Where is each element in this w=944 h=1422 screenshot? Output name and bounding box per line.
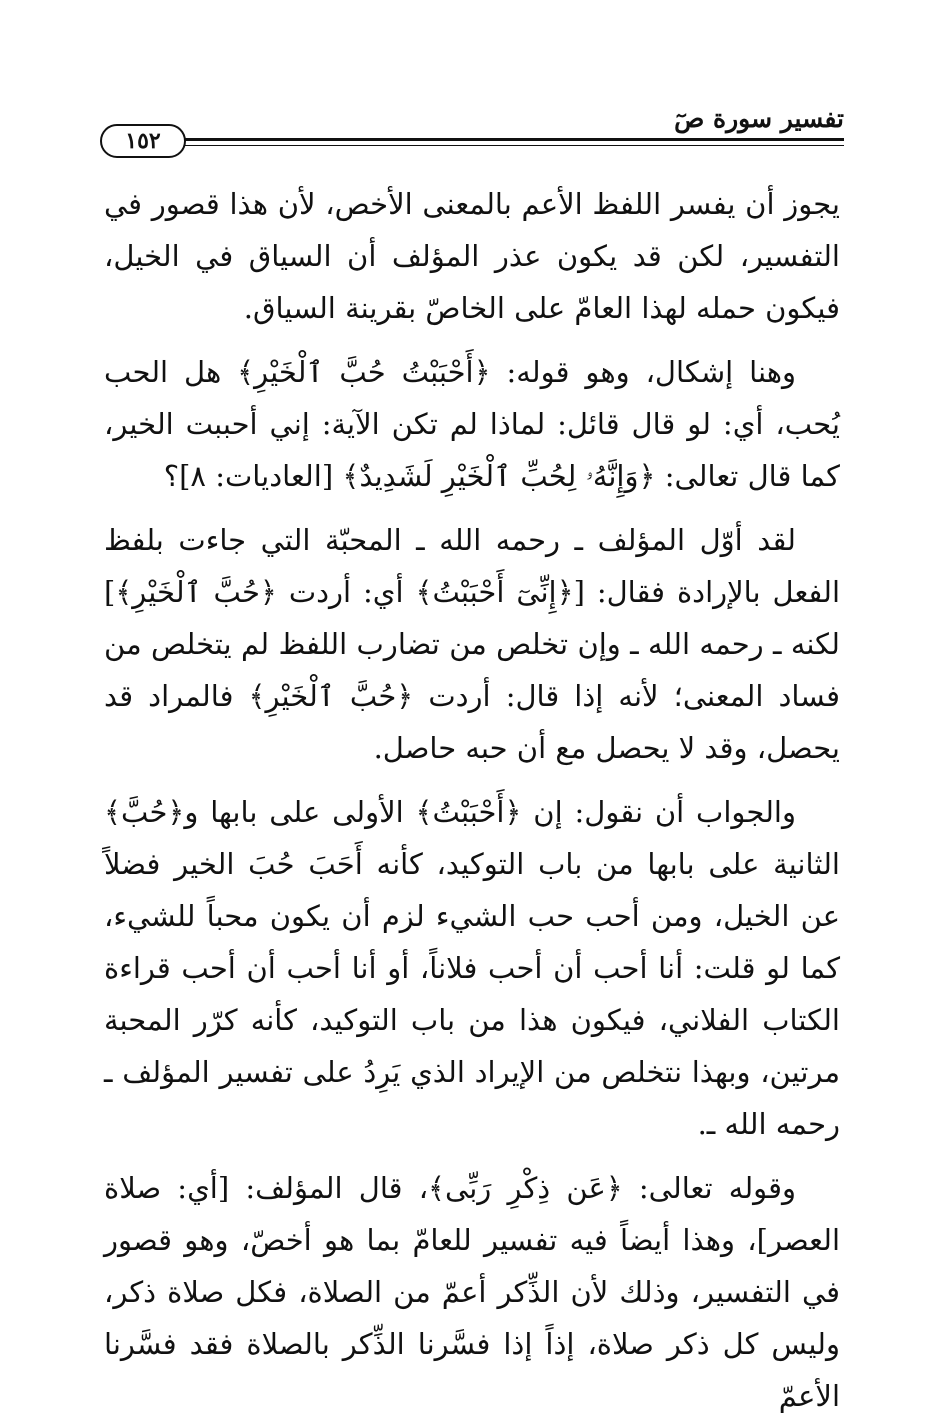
paragraph: وقوله تعالى: ﴿عَن ذِكْرِ رَبِّى﴾، قال المؤلف: [أي: صلاة العصر]، وهذا أيضاً فيه تفسير للعامّ بما هو أخصّ، وهو قصور في التفسير، وذلك لأن الذِّكر أعمّ من الصلاة، فكل صلاة ذكر، وليس كل ذكر صلاة، إذاً إذا فسَّرنا الذِّكر بالصلاة فقد فسَّرنا الأعمّ (104, 1171, 840, 1413)
paragraph: لقد أوّل المؤلف ـ رحمه الله ـ المحبّة التي جاءت بلفظ الفعل بالإرادة فقال: [﴿إِنِّىٓ أَحْبَبْتُ﴾ أي: أردت ﴿حُبَّ ٱلْخَيْرِ﴾] لكنه ـ رحمه الله ـ وإن تخلص من تضارب اللفظ لم يتخلص من فساد المعنى؛ لأنه إذا قال: أردت ﴿حُبَّ ٱلْخَيْرِ﴾ فالمراد قد يحصل، وقد لا يحصل مع أن حبه حاصل. (104, 523, 840, 765)
running-title: تفسير سورة صٓ (674, 104, 844, 133)
paragraph: والجواب أن نقول: إن ﴿أَحْبَبْتُ﴾ الأولى على بابها و﴿حُبَّ﴾ الثانية على بابها من باب التوكيد، كأنه أَحَبَ حُبَ الخير فضلاً عن الخيل، ومن أحب حب الشيء لزم أن يكون محباً للشيء، كما لو قلت: أنا أحب أن أحب فلاناً، أو أنا أحب أن أحب قراءة الكتاب الفلاني، فيكون هذا من باب التوكيد، كأنه كرّر المحبة مرتين، وبهذا نتخلص من الإيراد الذي يَرِدُ على تفسير المؤلف ـ رحمه الله ـ. (104, 795, 840, 1141)
header-rule-thin (184, 145, 844, 146)
page-number-badge: ١٥٢ (100, 124, 186, 158)
header-rule-thick (184, 138, 844, 141)
body-text (104, 178, 840, 1413)
page-header (100, 100, 844, 160)
paragraph: وهنا إشكال، وهو قوله: ﴿أَحْبَبْتُ حُبَّ ٱلْخَيْرِ﴾ هل الحب يُحب، أي: لو قال قائل: لماذا لم تكن الآية: إني أحببت الخير، كما قال تعالى: ﴿وَإِنَّهُۥ لِحُبِّ ٱلْخَيْرِ لَشَدِيدٌ﴾ [العاديات: ٨]؟ (104, 355, 840, 493)
paragraph: يجوز أن يفسر اللفظ الأعم بالمعنى الأخص، لأن هذا قصور في التفسير، لكن قد يكون عذر المؤلف أن السياق في الخيل، فيكون حمله لهذا العامّ على الخاصّ بقرينة السياق. (104, 187, 840, 325)
